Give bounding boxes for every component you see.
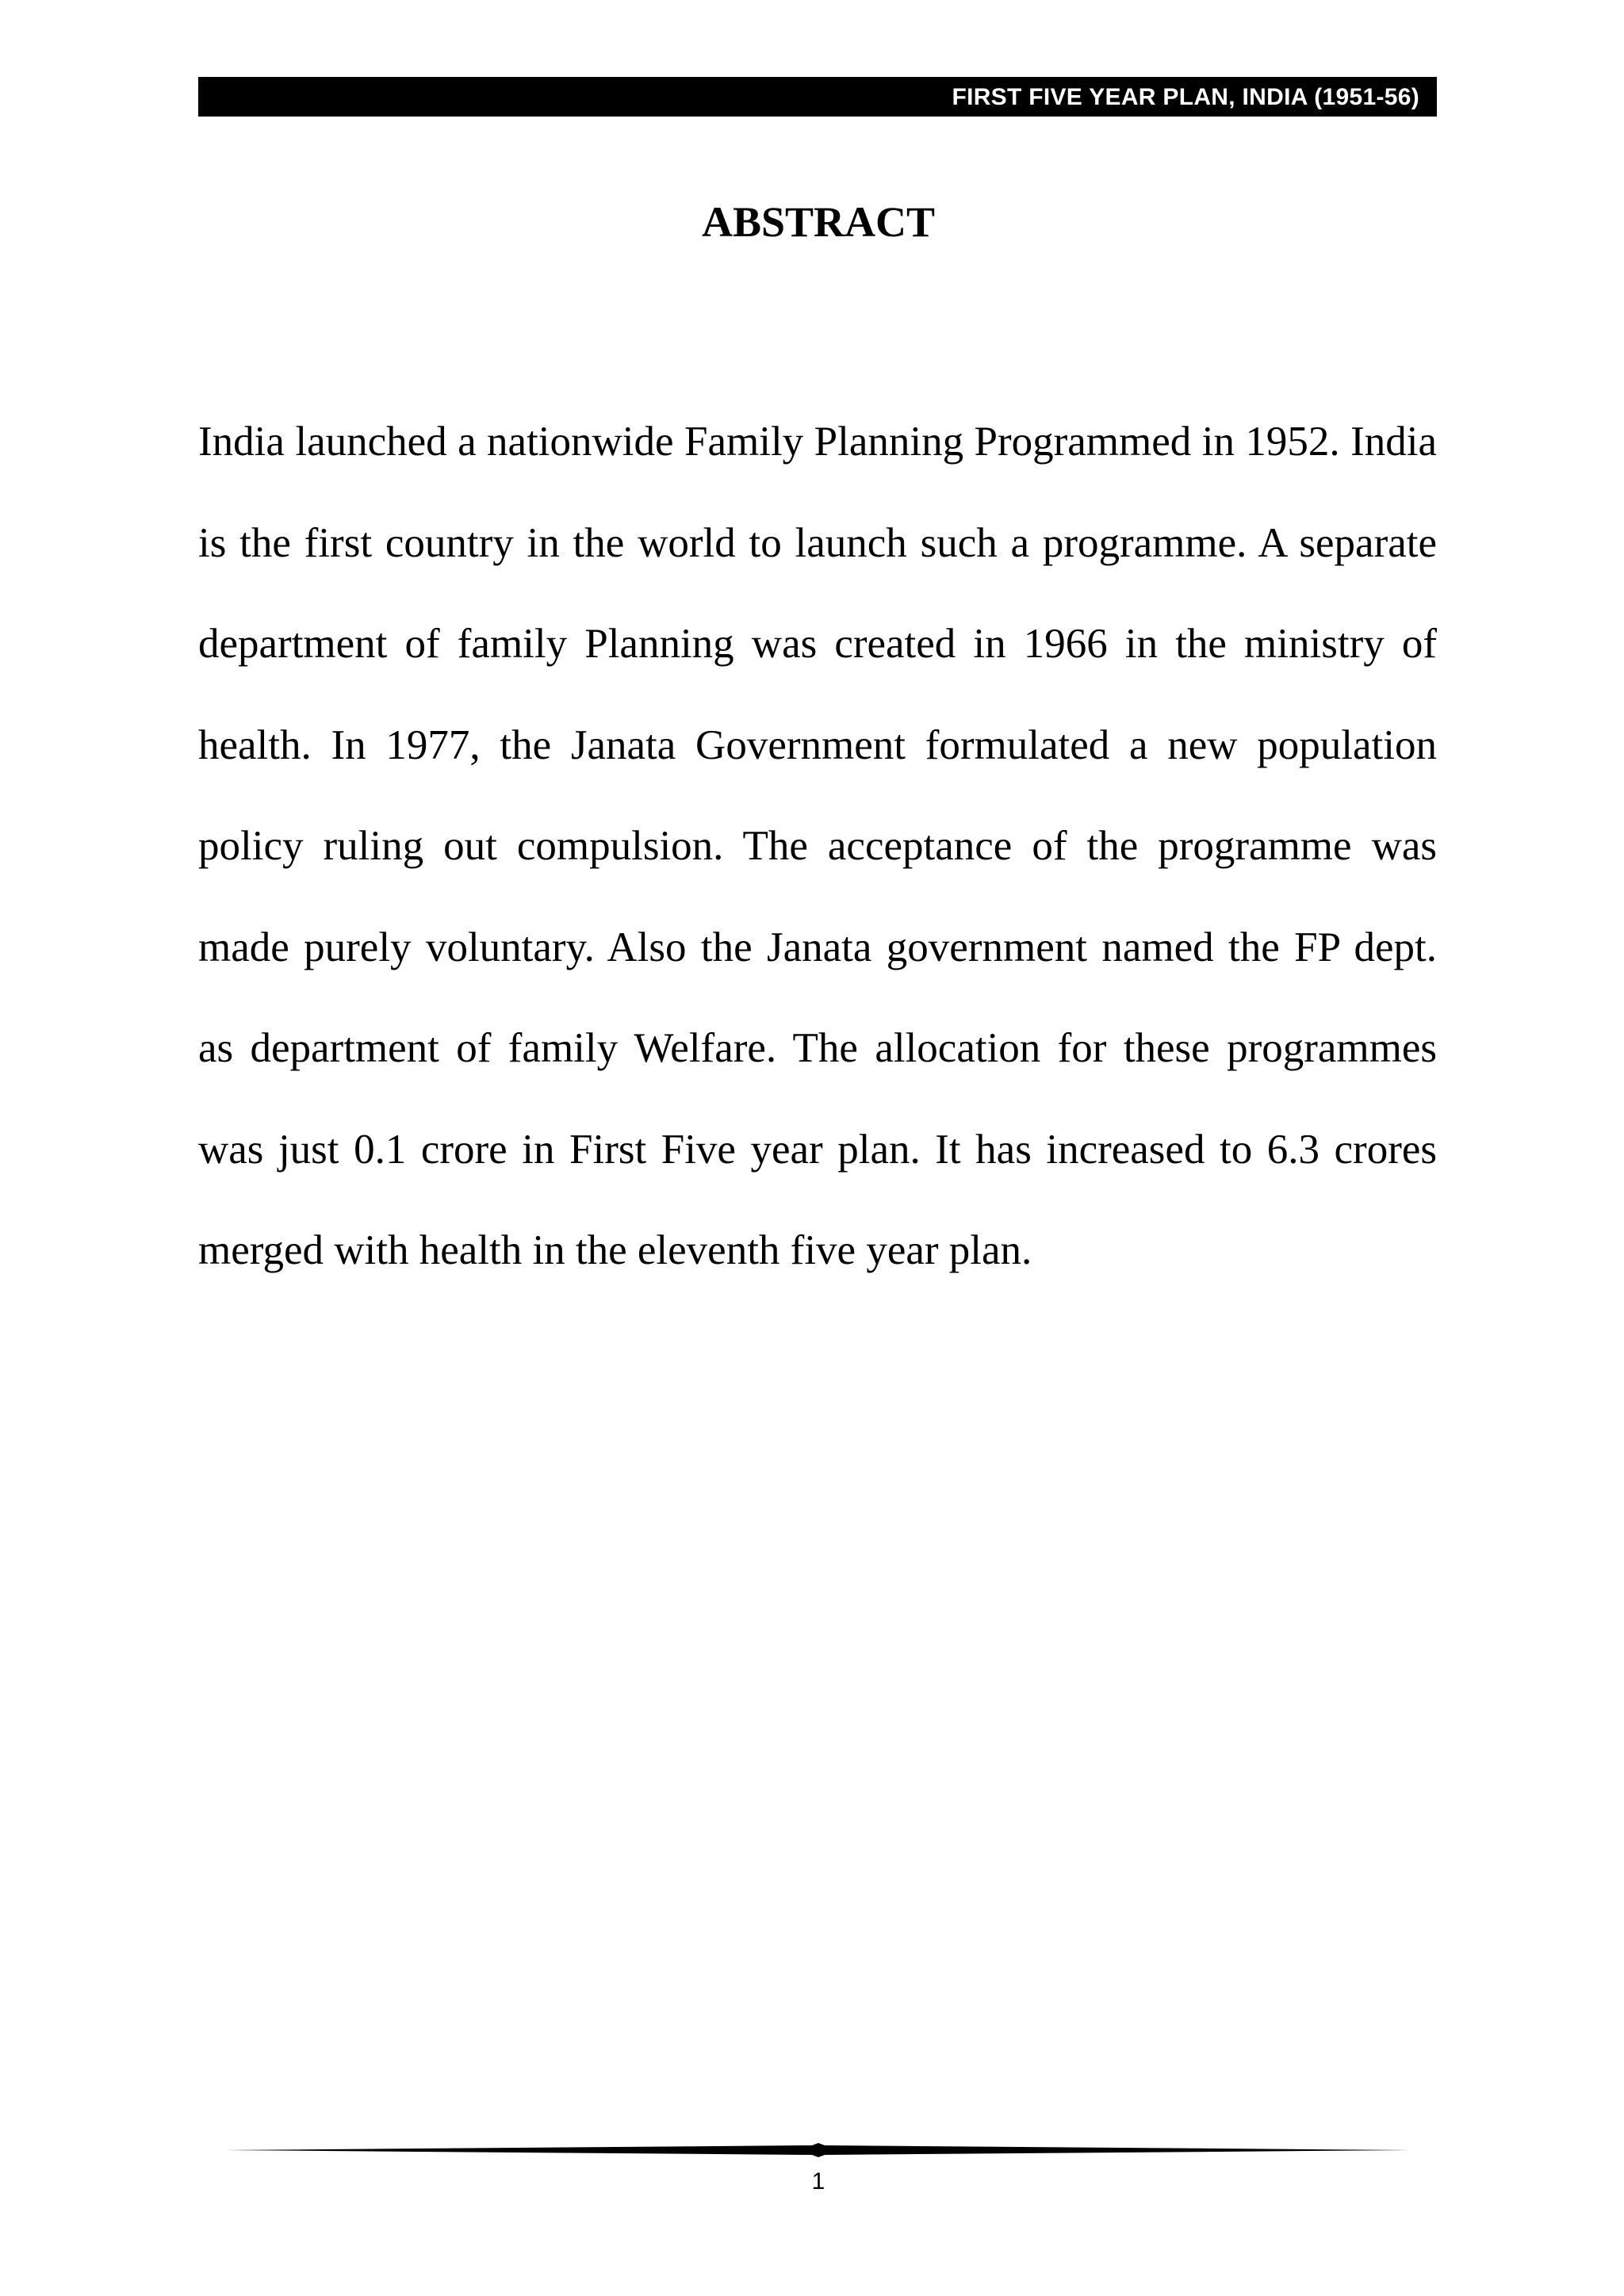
running-header-title: FIRST FIVE YEAR PLAN, INDIA (1951-56) — [952, 84, 1419, 110]
page-title: ABSTRACT — [701, 198, 936, 246]
page-number: 1 — [811, 2168, 825, 2195]
running-header-bar — [198, 77, 1437, 117]
abstract-paragraph: India launched a nationwide Family Planning Programmed in 1952. India is the first country in the world to launch such a programme. A separate department of family Planning was created in 1966 in the ministry of health. In 1977, the Janata Government formulated a new population policy ruling out compulsion. The acceptance of the programme was made purely voluntary. Also the Janata government named the FP dept. as department of family Welfare. The allocation for these programmes was just 0.1 crore in First Five year plan. It has increased to 6.3 crores merged with health in the eleventh five year plan. — [198, 419, 1437, 1273]
footer-divider — [225, 2139, 1411, 2161]
